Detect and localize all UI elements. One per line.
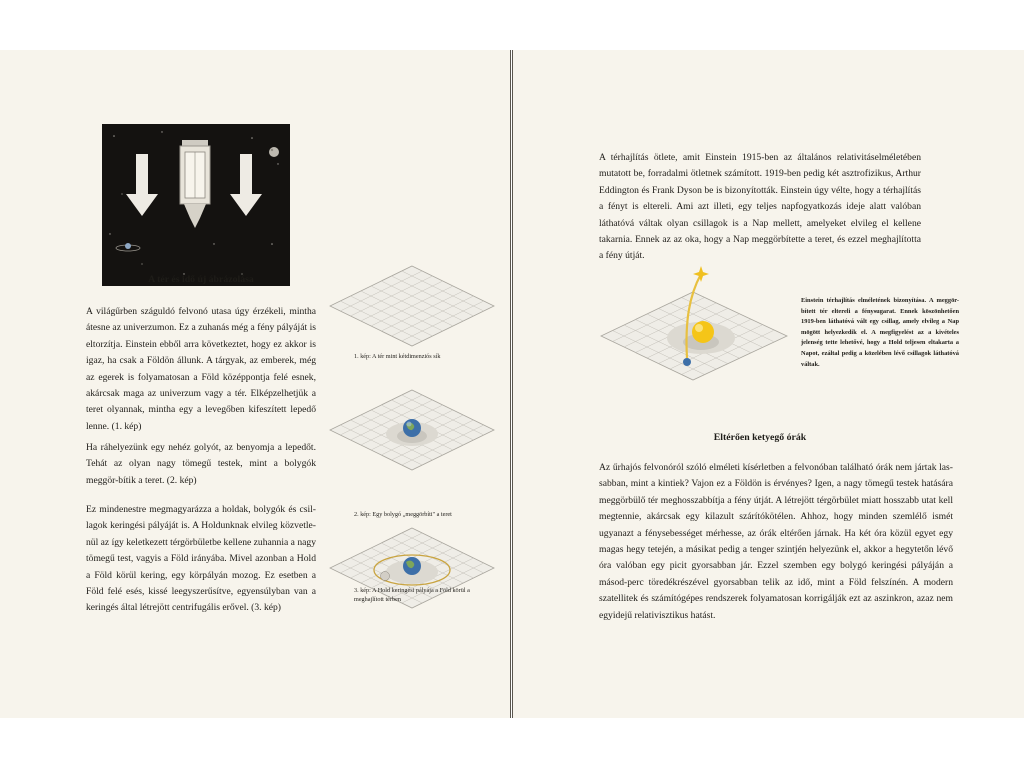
moon-icon [269,147,279,157]
intro-paragraph: A térhajlítás ötlete, amit Einstein 1915-ben az általános relativitáselméletében mutatott be, forradalmi ötletnek számított. 1919-ben pedig két asztrofizikus, Arthur Eddington és Frank Dyson be is bizonyították. Einstein úgy vélte, hogy a térhajlítás a fényt is eltereli. Ami azt illeti, egy teljes napfogyatkozás ideje alatt valóban láthatóvá váltak olyan csillagok is a Nap mellett, amelyeket elvileg el kellene takarnia. Ennek az az oka, hogy a Nap meggörbítette a teret, és ezzel meghajlította a fény útját. [599,152,921,262]
earth-icon [403,557,421,575]
earth-icon [683,358,691,366]
star-icon [693,266,709,282]
right-page [512,50,1024,718]
moon-icon [381,572,390,581]
section-heading: A tér és idő új ábrázolása [148,274,254,285]
figure-caption: Einstein térhajlítás elméletének bizonyítása. A meggör-bített tér eltereli a fénysugarat. Ennek köszönhetően 1919-ben láthatóvá vált egy csillag, amely elvileg a Nap mögött helyezkedik el. A megfigyelést az a kivételes jelenség tette lehetővé, hogy a Hold teljesen eltakarta a Napot, ezáltal pedig a közelében lévő csillagok láthatóvá váltak. [801,297,959,368]
paragraph: Ez mindenestre megmagyarázza a holdak, bolygók és csil-lagok keringési pályáját is. A Holdunknak elvileg közvetle-nül az így keletkezett térgörbületbe kellene zuhannia a nagy tömegű test, vagyis a Föld irányába. Mivel azonban a Hold a Föld körül kering, egy körpályán mozog. Ez esetben a Föld felé esés, kissé leegyszerűsítve, egyensúlyban van a keringés által létrejött centrifugális erővel. (3. kép) [86,504,316,614]
body-paragraph: Az űrhajós felvonóról szóló elméleti kísérletben a felvonóban található órák nem jártak las-sabban, mint a kintiek? Vajon ez a Földön is érvényes? Igen, a nagy tömegű testek hatására meggörbülő tér meghosszabbítja a fény útját. A létrejött térgörbület miatt hosszabb utat kell megtennie, akárcsak egy kilazult szárítókötélen. Ahhoz, hogy minden szemlélő ismét ugyanazt a fénysebességet mérhesse, az órák eltérően járnak. Ha két óra közül egyet egy magas hegy tetején, a másikat pedig a tenger szintjén helyezünk el, akkor a hegytetőn lévő óra valóban egy picit gyorsabban jár. Ezzel szemben egy bolygó keringési pályáján a másod-perc töredékrészével gyorsabban telik az idő, mint a Föld felszínén. A modern szatellitek és számítógépes rendszerek folyamatosan korrigálják ezt az aszinkron, azaz nem egyidejű relativisztikus hatást. [599,462,953,621]
falling-elevator-illustration [102,124,290,286]
paragraph: A világűrben száguldó felvonó utasa úgy érzékeli, mintha átesne az univerzumon. Ez a zuhanás még a fény pályáját is eltorzítja. Einstein ebből arra következtet, hogy ez akkor is igaz, ha csak a Földön állunk. A tárgyak, az emberek, még az egerek is folyamatosan a Föld középpontja felé esnek, akárcsak maga az univerzum vagy a tér. Elképzelhetjük a teret olyannak, mintha egy a levegőben kifeszített lepedő lenne. (1. kép) [86,306,316,432]
left-page [0,50,511,718]
figure-caption: 1. kép: A tér mint kétdimenziós sík [354,353,441,360]
curved-spacetime-grid [326,386,498,474]
section-heading: Eltérően ketyegő órák [713,432,807,443]
sun-icon [692,321,714,343]
earth-icon [403,419,421,437]
figure-caption: 3. kép: A Hold keringési pályája a Föld körül a meghajlított térben [354,587,470,603]
paragraph: Ha ráhelyezünk egy nehéz golyót, az benyomja a lepedőt. Tehát az olyan nagy tömegű testek, mint a bolygók meggör-bítik a teret. (2. kép) [86,442,316,486]
flat-spacetime-grid [326,262,498,350]
figure-caption: 2. kép: Egy bolygó „meggörbíti" a teret [354,511,452,518]
light-bending-diagram [597,266,795,386]
